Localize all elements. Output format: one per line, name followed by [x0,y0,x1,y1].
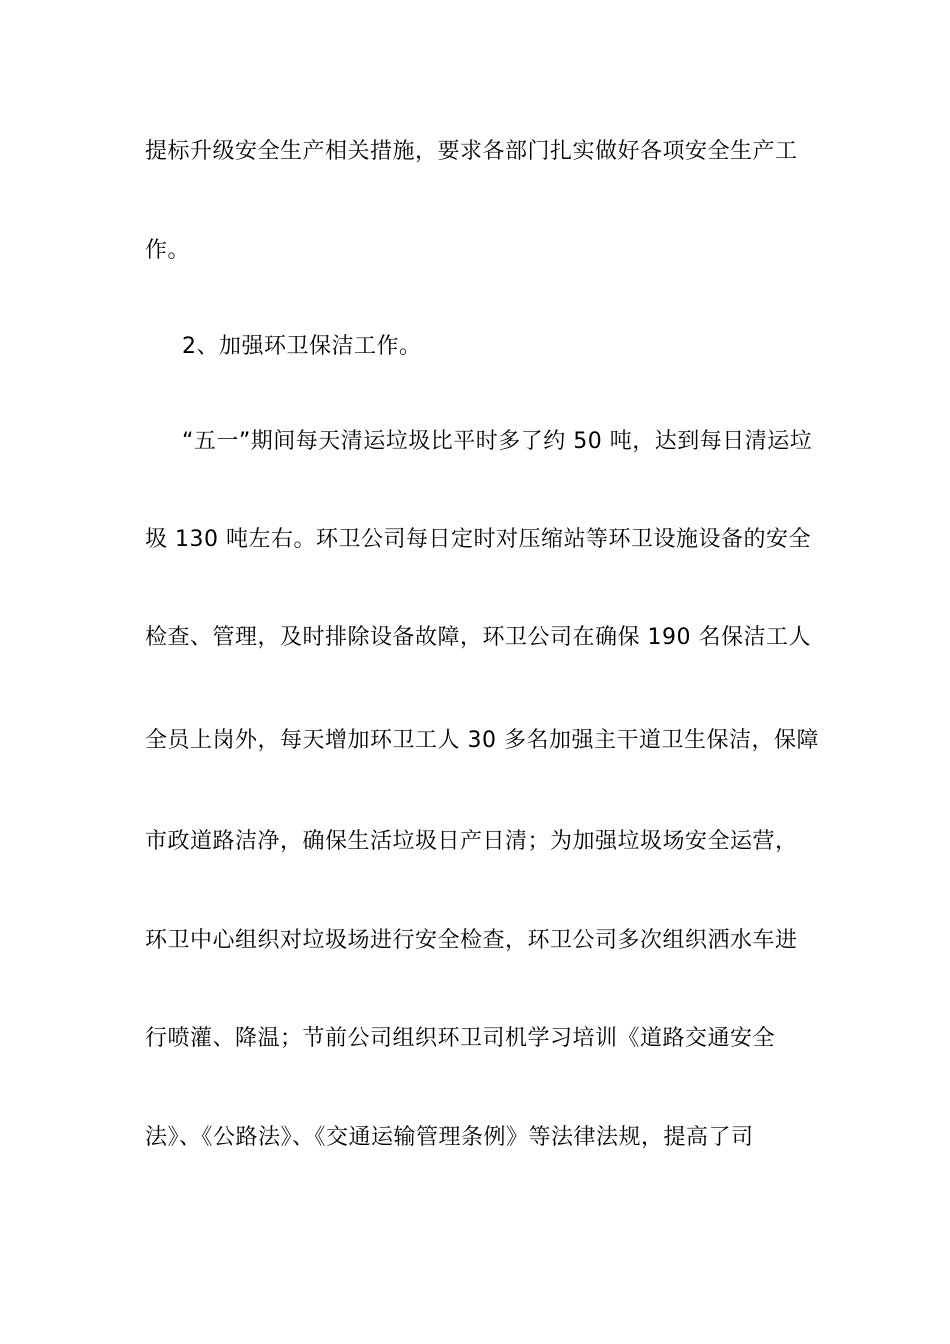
text-line: 环卫中心组织对垃圾场进行安全检查，环卫公司多次组织洒水车进 [145,928,798,953]
text-line: 法》、《公路法》、《交通运输管理条例》等法律法规，提高了司 [145,1125,754,1150]
section-heading: 2、加强环卫保洁工作。 [182,334,422,359]
text-line: 行喷灌、降温；节前公司组织环卫司机学习培训《道路交通安全 [145,1026,776,1051]
text-line: 提标升级安全生产相关措施，要求各部门扎实做好各项安全生产工 [145,139,798,164]
text-line: 圾 130 吨左右。环卫公司每日定时对压缩站等环卫设施设备的安全 [145,527,811,552]
text-line: 市政道路洁净，确保生活垃圾日产日清；为加强垃圾场安全运营， [145,829,798,854]
text-line: “五一”期间每天清运垃圾比平时多了约 50 吨，达到每日清运垃 [182,429,813,454]
text-line: 全员上岗外，每天增加环卫工人 30 多名加强主干道卫生保洁，保障 [145,728,819,753]
text-line: 检查、管理，及时排除设备故障，环卫公司在确保 190 名保洁工人 [145,625,811,650]
text-line: 作。 [145,238,191,263]
